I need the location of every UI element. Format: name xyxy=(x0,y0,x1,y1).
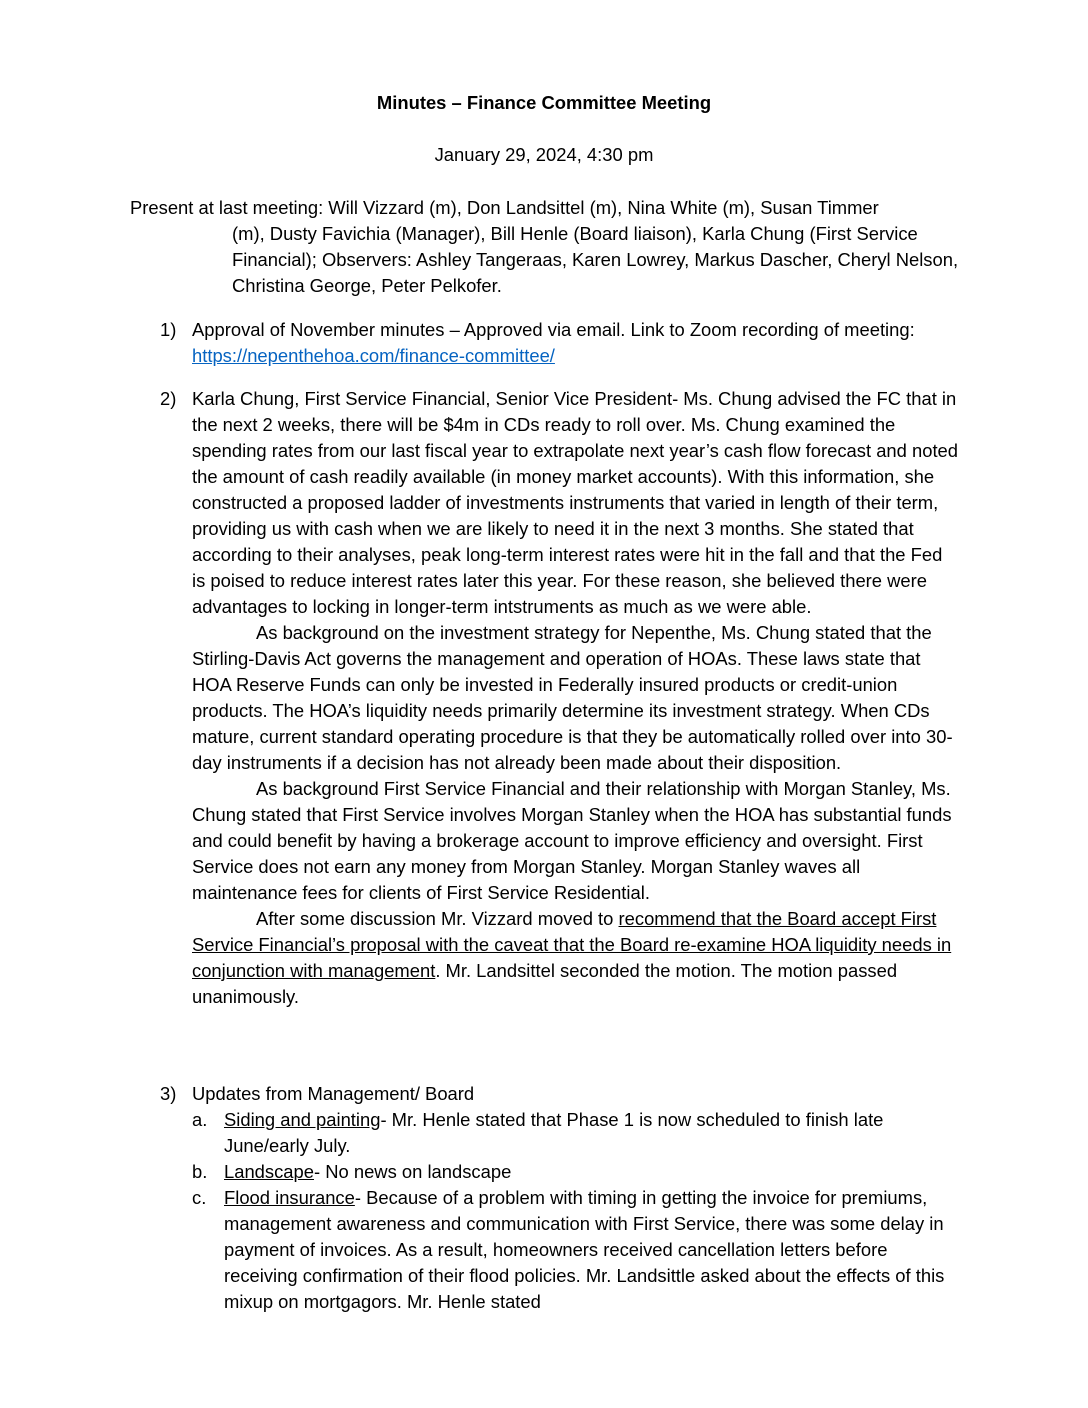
subitem-a xyxy=(192,1107,960,1159)
subitem-letter: b. xyxy=(192,1161,208,1182)
item-heading: Updates from Management/ Board xyxy=(192,1083,475,1104)
subitem-text: - Because of a problem with timing in getting the invoice for premiums, management awareness and communication with First Service, there was some delay in payment of invoices. As a result, homeowners received cancellation letters before receiving confirmation of their flood policies. Mr. Landsittle asked about the effects of this mixup on mortgagors. Mr. Henle stated xyxy=(224,1187,945,1312)
agenda-item-1 xyxy=(160,317,960,369)
item-body xyxy=(192,317,960,369)
subitem-label: Siding and painting xyxy=(224,1109,381,1130)
motion-text: recommend that the Board accept First Service Financial’s proposal with the caveat that the Board re-examine HOA liquidity needs in conjunction with management xyxy=(192,908,952,981)
subitem-label: Landscape xyxy=(224,1161,314,1182)
paragraph-1: Karla Chung, First Service Financial, Senior Vice President- Ms. Chung advised the FC that in the next 2 weeks, there will be $4m in CDs ready to roll over. Ms. Chung examined the spending rates from our last fiscal year to extrapolate next year’s cash flow forecast and noted the amount of cash readily available (in money market accounts). With this information, she constructed a proposed ladder of investments instruments that varied in length of their term, providing us with cash when we are likely to need it in the next 3 months. She stated that according to their analyses, peak long-term interest rates were hit in the fall and that the Fed is poised to reduce interest rates later this year. For these reason, she believed there were advantages to locking in longer-term intstruments as much as we were able. xyxy=(192,388,959,617)
paragraph-2: As background on the investment strategy for Nepenthe, Ms. Chung stated that the Stirling-Davis Act governs the management and operation of HOAs. These laws state that HOA Reserve Funds can only be invested in Federally insured products or credit-union products. The HOA’s liquidity needs primarily determine its investment strategy. When CDs mature, current standard operating procedure is that they be automatically rolled over into 30-day instruments if a decision has not already been made about their disposition. xyxy=(192,622,953,773)
subitem-letter: c. xyxy=(192,1187,207,1208)
paragraph-4 xyxy=(192,906,960,1010)
agenda-item-2 xyxy=(160,386,960,1010)
item-text: Approval of November minutes – Approved via email. Link to Zoom recording of meeting: xyxy=(192,319,915,340)
subitem-c xyxy=(192,1185,960,1315)
subitem-b xyxy=(192,1159,960,1185)
subitem-label: Flood insurance xyxy=(224,1187,355,1208)
motion-intro: After some discussion Mr. Vizzard moved to xyxy=(256,908,619,929)
meeting-date: January 29, 2024, 4:30 pm xyxy=(434,144,654,165)
item-number: 1) xyxy=(160,319,177,340)
item-number: 3) xyxy=(160,1083,177,1104)
motion-outcome: . Mr. Landsittel seconded the motion. The motion passed unanimously. xyxy=(192,960,898,1007)
subitem-letter: a. xyxy=(192,1109,208,1130)
paragraph-3: As background First Service Financial and their relationship with Morgan Stanley, Ms. Chung stated that First Service involves Morgan Stanley when the HOA has substantial funds and could benefit by having a brokerage account to improve efficiency and oversight. First Service does not earn any money from Morgan Stanley. Morgan Stanley waves all maintenance fees for clients of First Service Residential. xyxy=(192,778,952,903)
agenda-item-3 xyxy=(160,1081,960,1315)
subitem-text: - No news on landscape xyxy=(314,1161,512,1182)
attendees-rest: (m), Dusty Favichia (Manager), Bill Henle (Board liaison), Karla Chung (First Service Financial); Observers: Ashley Tangeraas, Karen Lowrey, Markus Dascher, Cheryl Nelson, Christina George, Peter Pelkofer. xyxy=(232,223,959,296)
attendees-paragraph xyxy=(130,195,960,299)
subitem-text: - Mr. Henle stated that Phase 1 is now scheduled to finish late June/early July. xyxy=(224,1109,884,1156)
zoom-recording-link[interactable]: https://nepenthehoa.com/finance-committee/ xyxy=(192,345,555,366)
item-body xyxy=(192,386,960,1010)
item-number: 2) xyxy=(160,388,177,409)
attendees-first-line: Present at last meeting: Will Vizzard (m), Don Landsittel (m), Nina White (m), Susan Timmer xyxy=(130,197,879,218)
page-title: Minutes – Finance Committee Meeting xyxy=(376,92,712,113)
